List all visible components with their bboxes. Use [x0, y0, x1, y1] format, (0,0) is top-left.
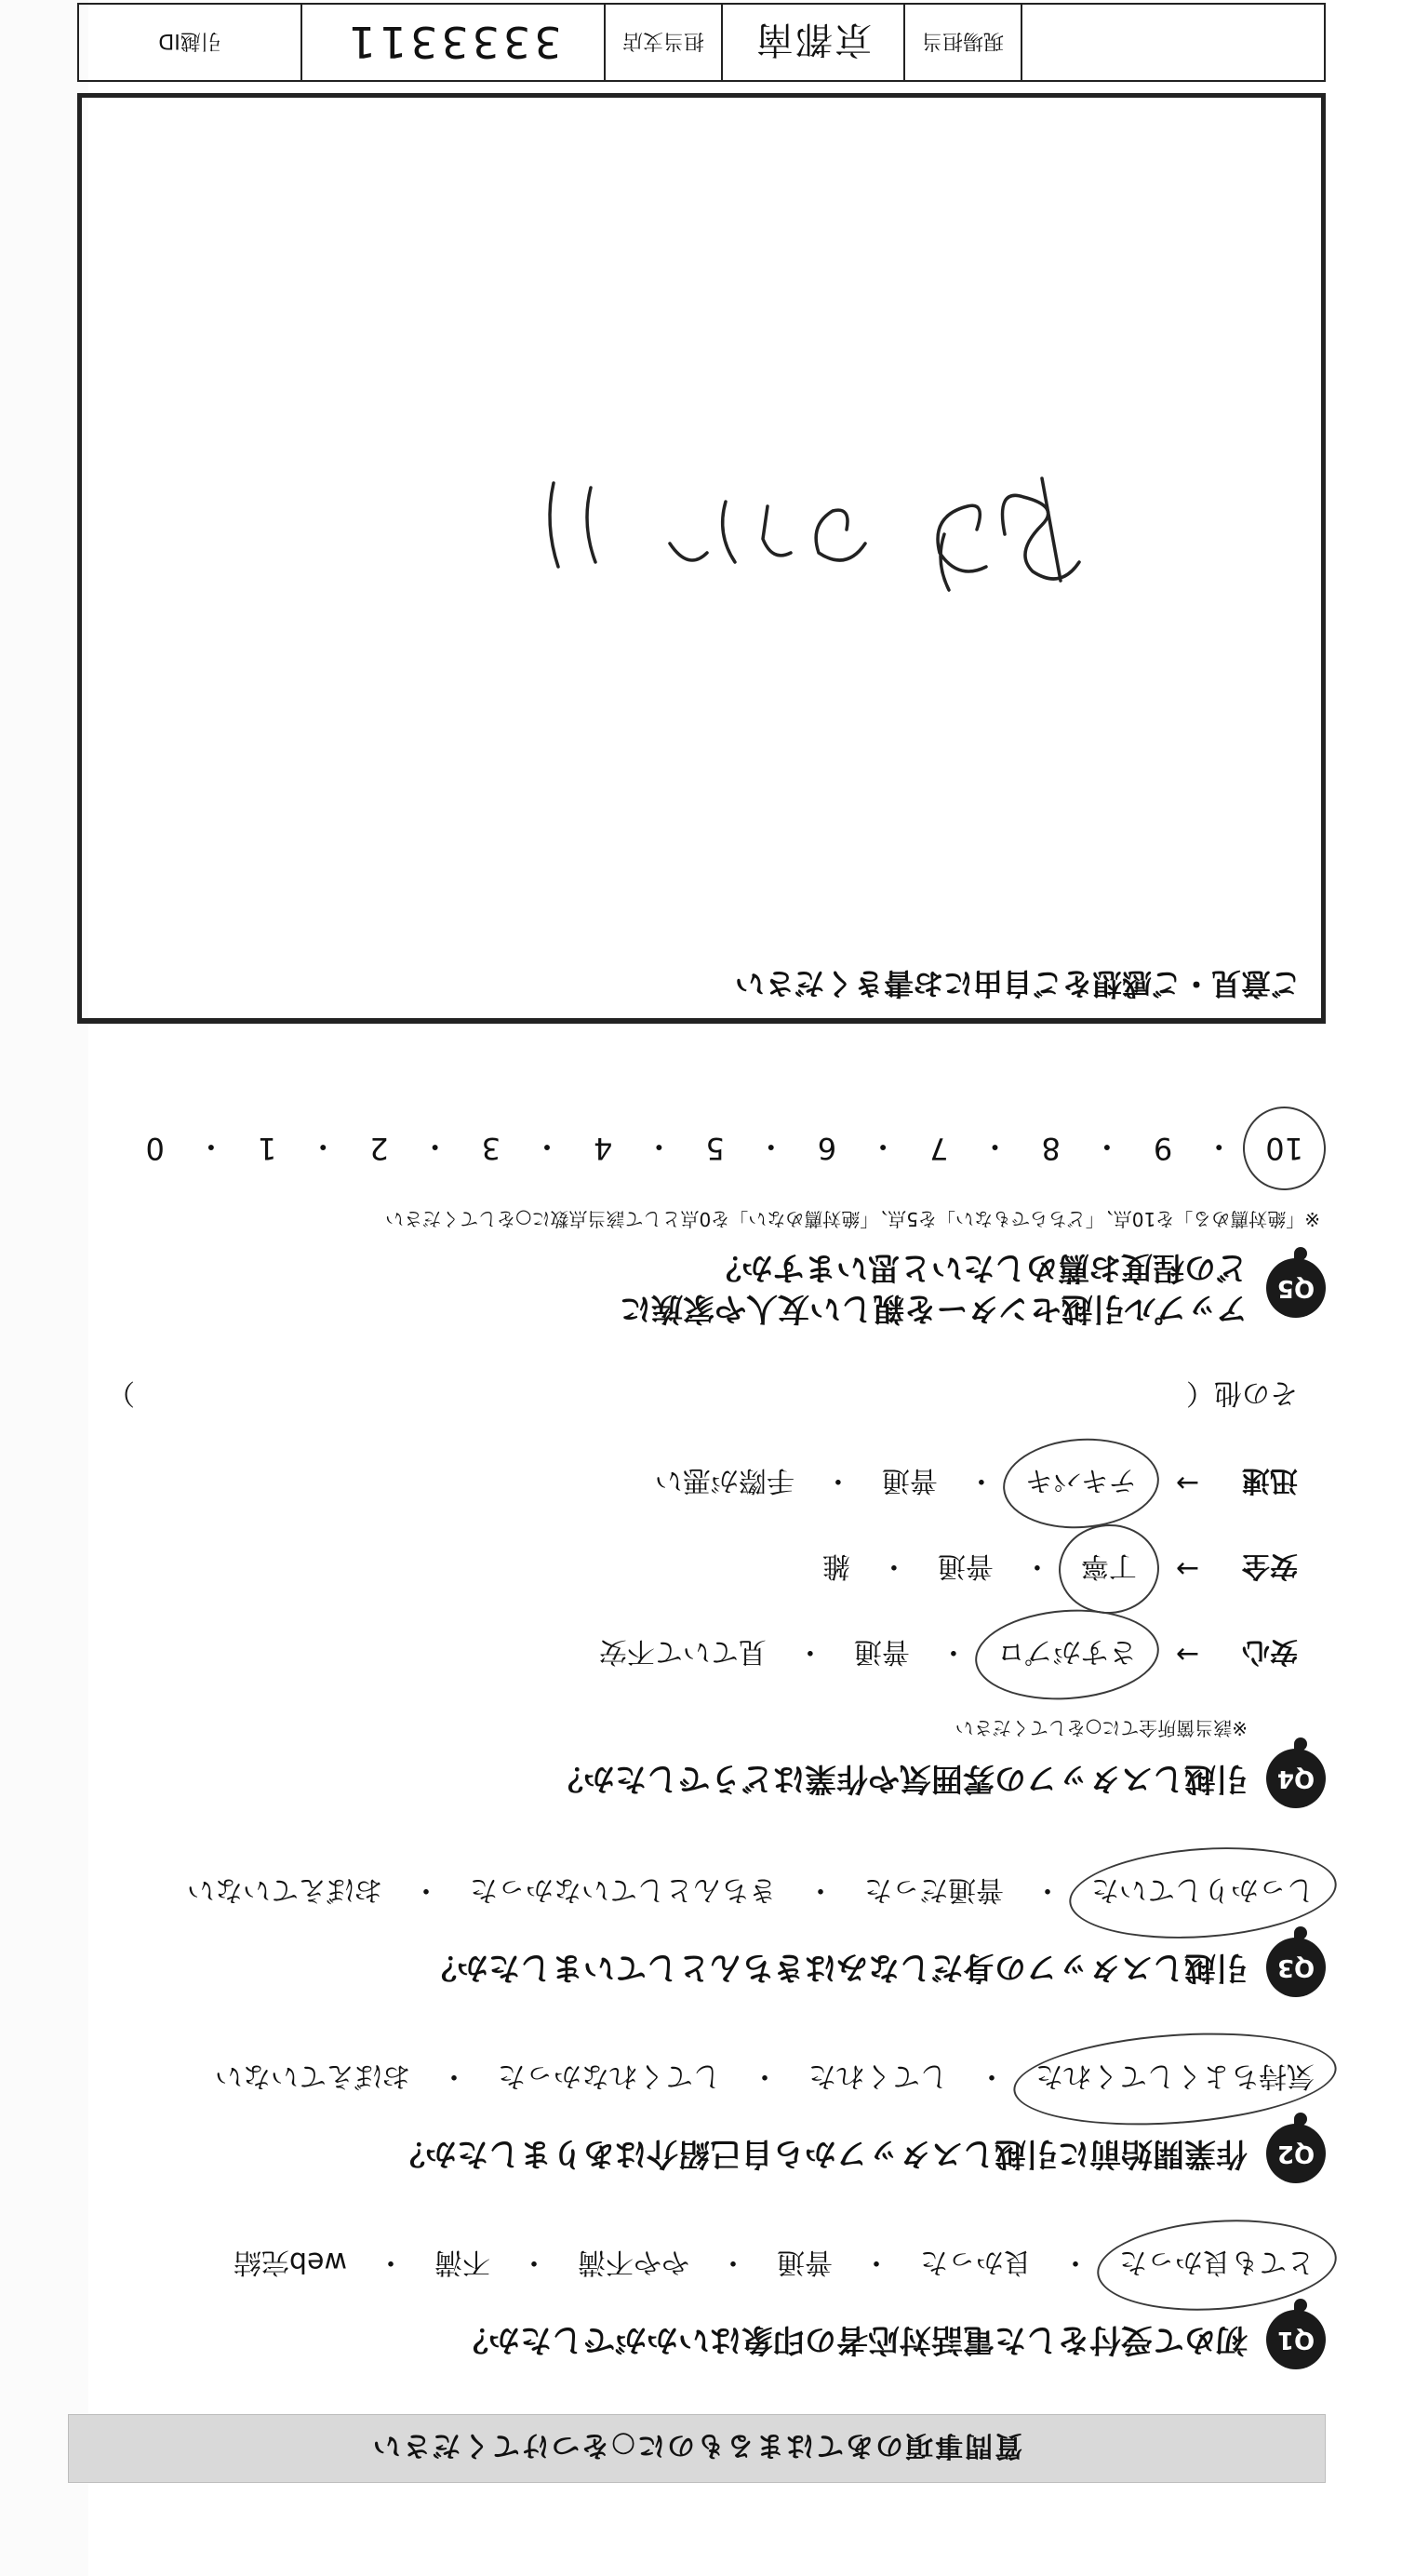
question-3 — [79, 1869, 1326, 1997]
q1-option[interactable]: 普通 — [777, 2246, 833, 2278]
q4-option[interactable]: 見ていて不安 — [598, 1635, 767, 1668]
q5-text — [620, 1247, 1248, 1329]
q5-text-line1: アップル引越センターを親しい友人や家族に — [620, 1290, 1248, 1327]
q5-scale: 10 ・ 9 ・ 8 ・ 7 ・ 6 ・ 5 ・ 4 ・ 3 ・ 2 ・ 1 ・ 0 — [79, 1127, 1309, 1170]
q1-option[interactable]: web完結 — [233, 2246, 347, 2278]
comment-box[interactable] — [77, 93, 1326, 1024]
q4-option[interactable]: 丁寧 — [1075, 1545, 1142, 1593]
question-5 — [79, 1127, 1326, 1329]
q4-option[interactable]: 手際が悪い — [654, 1464, 794, 1496]
q1-options: とても良かった ・ 良かった ・ 普通 ・ やや不満 ・ 不満 ・ web完結 — [79, 2241, 1320, 2289]
q3-badge: Q3 — [1266, 1938, 1326, 1997]
q4-option[interactable]: 普通 — [853, 1635, 910, 1668]
q4-option[interactable]: 普通 — [937, 1550, 994, 1582]
q4-row-label: 安全 — [1242, 1550, 1298, 1582]
q2-badge: Q2 — [1266, 2124, 1326, 2183]
q1-option[interactable]: 不満 — [434, 2246, 490, 2278]
move-id-value — [300, 5, 604, 80]
page-edge — [0, 0, 88, 2576]
q4-option[interactable]: さすがプロ — [992, 1630, 1142, 1679]
branch-label: 担当支店 — [604, 5, 721, 80]
q4-row-anshin: 安心 → さすがプロ ・ 普通 ・ 見ていて不安 — [79, 1630, 1298, 1679]
q4-row-anzen: 安全 → 丁寧 ・ 普通 ・ 雑 — [79, 1545, 1298, 1593]
q1-option[interactable]: やや不満 — [578, 2246, 689, 2278]
instruction-banner: 質問事項のあてはまるものに○をつけてください — [68, 2414, 1326, 2483]
q4-row-jinsoku: 迅速 → テキパキ ・ 普通 ・ 手際が悪い — [79, 1459, 1298, 1508]
q3-option[interactable]: 普通だった — [864, 1873, 1004, 1906]
q2-options: 気持ちよくしてくれた ・ してくれた ・ してくれなかった ・ おぼえていない — [79, 2055, 1320, 2103]
q5-score[interactable]: 2 — [369, 1131, 389, 1166]
q4-text: 引越しスタッフの雰囲気や作業はどうでしたか？ — [552, 1760, 1248, 1797]
q4-note: ※該当箇所全てに○をしてください — [955, 1717, 1248, 1739]
q3-options: しっかりしていた ・ 普通だった ・ きちんとしていなかった ・ おぼえていない — [79, 1869, 1320, 1917]
question-4 — [79, 1375, 1326, 1808]
branch-stamp: 京都南 — [754, 18, 872, 60]
q5-score[interactable]: 7 — [929, 1131, 949, 1166]
site-manager-label: 現場担当 — [903, 5, 1021, 80]
q5-score[interactable]: 4 — [594, 1131, 613, 1166]
q4-row-label: 安心 — [1242, 1635, 1298, 1668]
q5-score[interactable]: 1 — [257, 1131, 277, 1166]
q4-other-input[interactable] — [135, 1375, 1186, 1416]
q5-score[interactable]: 8 — [1041, 1131, 1061, 1166]
site-manager-stamp-cell — [1021, 5, 1324, 80]
q5-score[interactable]: 10 — [1260, 1127, 1309, 1170]
q5-score[interactable]: 5 — [705, 1131, 725, 1166]
branch-value — [721, 5, 903, 80]
q4-other-row — [79, 1375, 1298, 1416]
q4-other-close: ） — [107, 1376, 135, 1409]
q5-score[interactable]: 6 — [817, 1131, 837, 1166]
q5-note: ※「絶対薦める」を10点、「どちらでもない」を5点、「絶対薦めない」を0点として該当点数に○をしてください — [385, 1208, 1320, 1230]
q2-option[interactable]: 気持ちよくしてくれた — [1030, 2055, 1320, 2103]
question-2 — [79, 2055, 1326, 2183]
comment-title: ご意見・ご感想をご自由にお書きください — [734, 966, 1301, 1001]
q2-option[interactable]: してくれた — [808, 2059, 948, 2092]
move-id-number: 3333311 — [344, 17, 562, 68]
q4-option[interactable]: 普通 — [881, 1464, 938, 1496]
q3-option[interactable]: おぼえていない — [187, 1873, 382, 1906]
move-id-label: 引越ID — [158, 29, 221, 52]
q3-text: 引越しスタッフの身だしなみはきちんとしていましたか？ — [425, 1949, 1248, 1986]
q4-other-open: （ — [1186, 1376, 1214, 1409]
arrow-icon: → — [1175, 1467, 1199, 1500]
q3-option[interactable]: きちんとしていなかった — [470, 1873, 777, 1906]
q2-text: 作業開始前に引越しスタッフから自己紹介はありましたか？ — [394, 2135, 1248, 2172]
q5-score[interactable]: 9 — [1153, 1131, 1173, 1166]
q4-other-label: その他 — [1214, 1376, 1298, 1409]
arrow-icon: → — [1175, 1552, 1199, 1586]
q4-row-label: 迅速 — [1242, 1464, 1298, 1496]
q5-score[interactable]: 0 — [145, 1131, 165, 1166]
q2-option[interactable]: してくれなかった — [498, 2059, 721, 2092]
q4-option[interactable]: 雑 — [821, 1550, 850, 1582]
q5-text-line2: どの程度お薦めしたいと思いますか？ — [710, 1249, 1248, 1286]
question-1 — [79, 2241, 1326, 2369]
q5-badge: Q5 — [1266, 1258, 1326, 1318]
q1-option[interactable]: とても良かった — [1114, 2241, 1320, 2289]
q2-option[interactable]: おぼえていない — [215, 2059, 410, 2092]
q4-badge: Q4 — [1266, 1749, 1326, 1808]
q1-text: 初めて受付をした電話対応者の印象はいかがでしたか？ — [457, 2321, 1248, 2358]
handwritten-comment-signature — [391, 450, 1098, 618]
q1-badge: Q1 — [1266, 2310, 1326, 2369]
q3-option[interactable]: しっかりしていた — [1086, 1869, 1320, 1917]
q4-option[interactable]: テキパキ — [1020, 1459, 1142, 1508]
arrow-icon: → — [1175, 1638, 1199, 1671]
id-bar — [77, 3, 1326, 82]
q1-option[interactable]: 良かった — [920, 2246, 1032, 2278]
q5-score[interactable]: 3 — [481, 1131, 501, 1166]
